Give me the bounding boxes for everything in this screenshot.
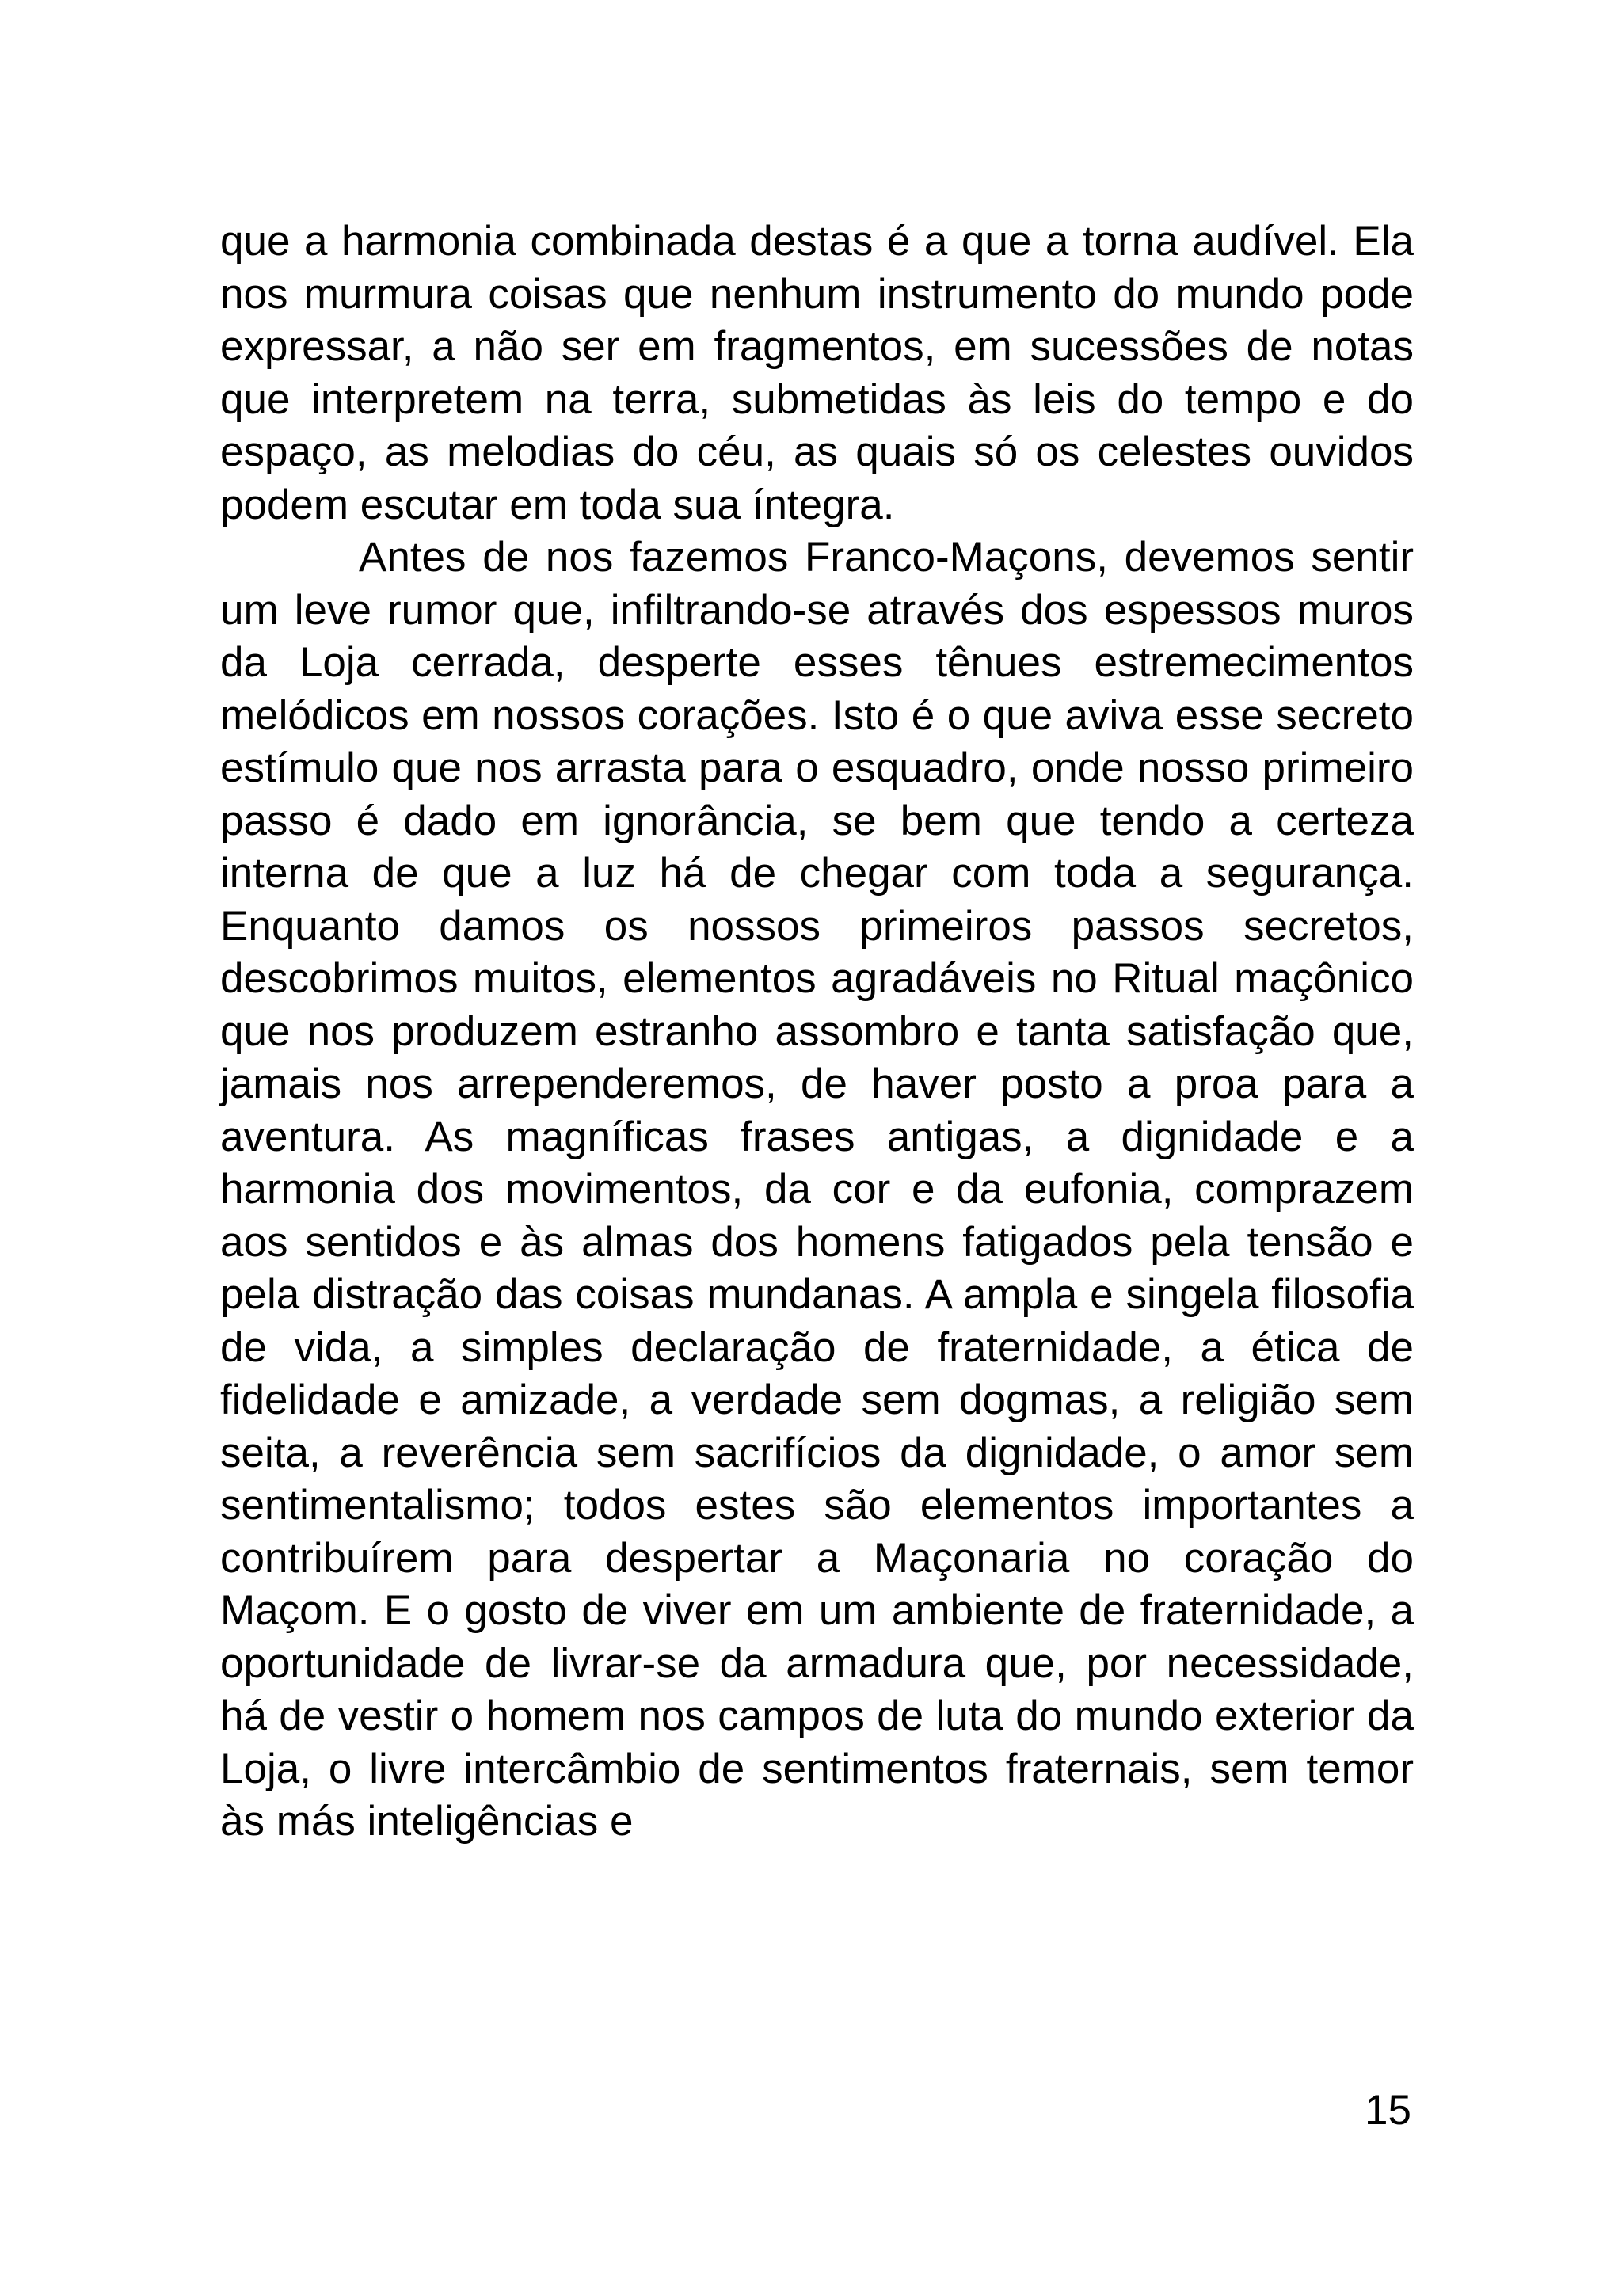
- page-number: 15: [1365, 2087, 1411, 2134]
- paragraph-2: Antes de nos fazemos Franco-Maçons, devemos sentir um leve rumor que, infiltrando-se através dos espessos muros da Loja cerrada, desperte esses tênues estremecimentos melódicos em nossos corações. Isto é o que aviva esse secreto estímulo que nos arrasta para o esquadro, onde nosso primeiro passo é dado em ignorância, se bem que tendo a certeza interna de que a luz há de chegar com toda a segurança. Enquanto damos os nossos primeiros passos secretos, descobrimos muitos, elementos agradáveis no Ritual maçônico que nos produzem estranho assombro e tanta satisfação que, jamais nos arrependeremos, de haver posto a proa para a aventura. As magníficas frases antigas, a dignidade e a harmonia dos movimentos, da cor e da eufonia, comprazem aos sentidos e às almas dos homens fatigados pela tensão e pela distração das coisas mundanas. A ampla e singela filosofia de vida, a simples declaração de fraternidade, a ética de fidelidade e amizade, a verdade sem dogmas, a religião sem seita, a reverência sem sacrifícios da dignidade, o amor sem sentimentalismo; todos estes são elementos importantes a contribuírem para despertar a Maçonaria no coração do Maçom. E o gosto de viver em um ambiente de fraternidade, a oportunidade de livrar-se da armadura que, por necessidade, há de vestir o homem nos campos de luta do mundo exterior da Loja, o livre intercâmbio de sentimentos fraternais, sem temor às más inteligências e: [220, 534, 1414, 1845]
- paragraph-1: que a harmonia combinada destas é a que a torna audível. Ela nos murmura coisas que nenhum instrumento do mundo pode expressar, a não ser em fragmentos, em sucessões de notas que interpretem na terra, submetidas às leis do tempo e do espaço, as melodias do céu, as quais só os celestes ouvidos podem escutar em toda sua íntegra.: [220, 218, 1414, 528]
- body-text: [220, 215, 1414, 1849]
